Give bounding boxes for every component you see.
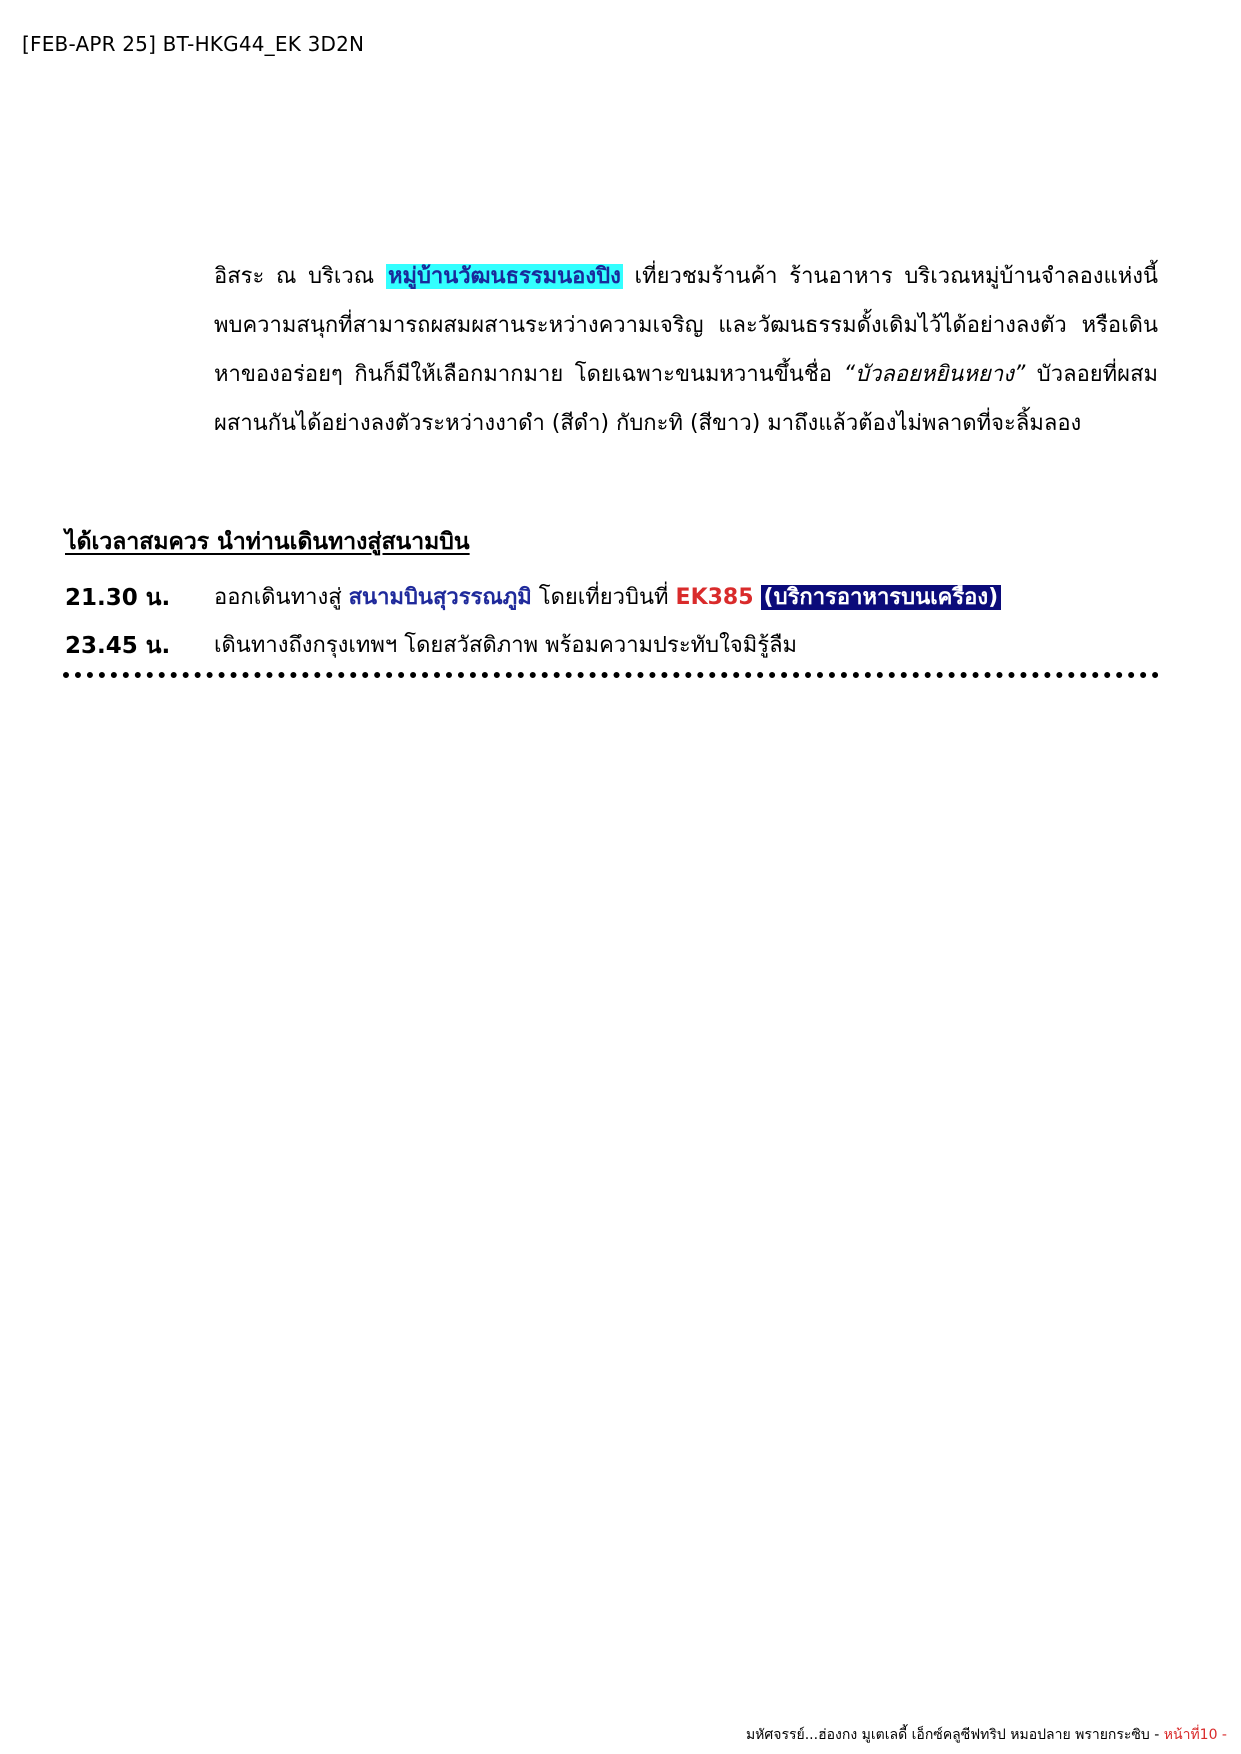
schedule-time: 23.45 น. bbox=[65, 633, 171, 659]
section-heading: ได้เวลาสมควร นำท่านเดินทางสู่สนามบิน bbox=[65, 529, 470, 555]
paragraph-text-1: อิสระ ณ บริเวณ bbox=[214, 264, 386, 289]
footer-text: มหัศจรรย์...ฮ่องกง มูเตเลดี้ เอ็กซ์คลูซีฟทริป หมอปลาย พรายกระซิบ - bbox=[745, 1727, 1164, 1743]
schedule-time: 21.30 น. bbox=[65, 585, 171, 611]
schedule-text: ออกเดินทางสู่ bbox=[214, 585, 349, 610]
paragraph-text-3: บัวลอยที่ผสมผสานกันได้อย่างลงตัวระหว่างงาดำ (สีดำ) กับกะทิ (สีขาว) มาถึงแล้วต้องไม่พลาดที่จะลิ้มลอง bbox=[214, 362, 1159, 436]
schedule-description bbox=[214, 582, 1001, 614]
page-footer bbox=[746, 1724, 1227, 1746]
dotted-divider bbox=[63, 672, 1159, 678]
page-number: หน้าที่10 - bbox=[1163, 1727, 1227, 1743]
flight-number: EK385 bbox=[675, 585, 754, 610]
airport-name: สนามบินสุวรรณภูมิ bbox=[348, 585, 532, 610]
paragraph-text-2: เที่ยวชมร้านค้า ร้านอาหาร บริเวณหมู่บ้านจำลองแห่งนี้ พบความสนุกที่สามารถผสมผสานระหว่างความเจริญ และวัฒนธรรมดั้งเดิมไว้ได้อย่างลงตัว หรือเดินหาของอร่อยๆ กินก็มีให้เลือกมากมาย โดยเฉพาะขนมหวานขึ้นชื่อ bbox=[214, 264, 1158, 387]
highlighted-place-name: หมู่บ้านวัฒนธรรมนองปิง bbox=[387, 264, 621, 289]
dessert-name: “บัวลอยหยินหยาง” bbox=[843, 362, 1026, 387]
schedule-description: เดินทางถึงกรุงเทพฯ โดยสวัสดิภาพ พร้อมความประทับใจมิรู้ลืม bbox=[214, 633, 798, 658]
description-paragraph bbox=[214, 252, 1158, 448]
document-code: [FEB-APR 25] BT-HKG44_EK 3D2N bbox=[22, 32, 365, 56]
meal-service-badge: (บริการอาหารบนเครื่อง) bbox=[761, 585, 1002, 610]
schedule-text: โดยเที่ยวบินที่ bbox=[531, 585, 676, 610]
